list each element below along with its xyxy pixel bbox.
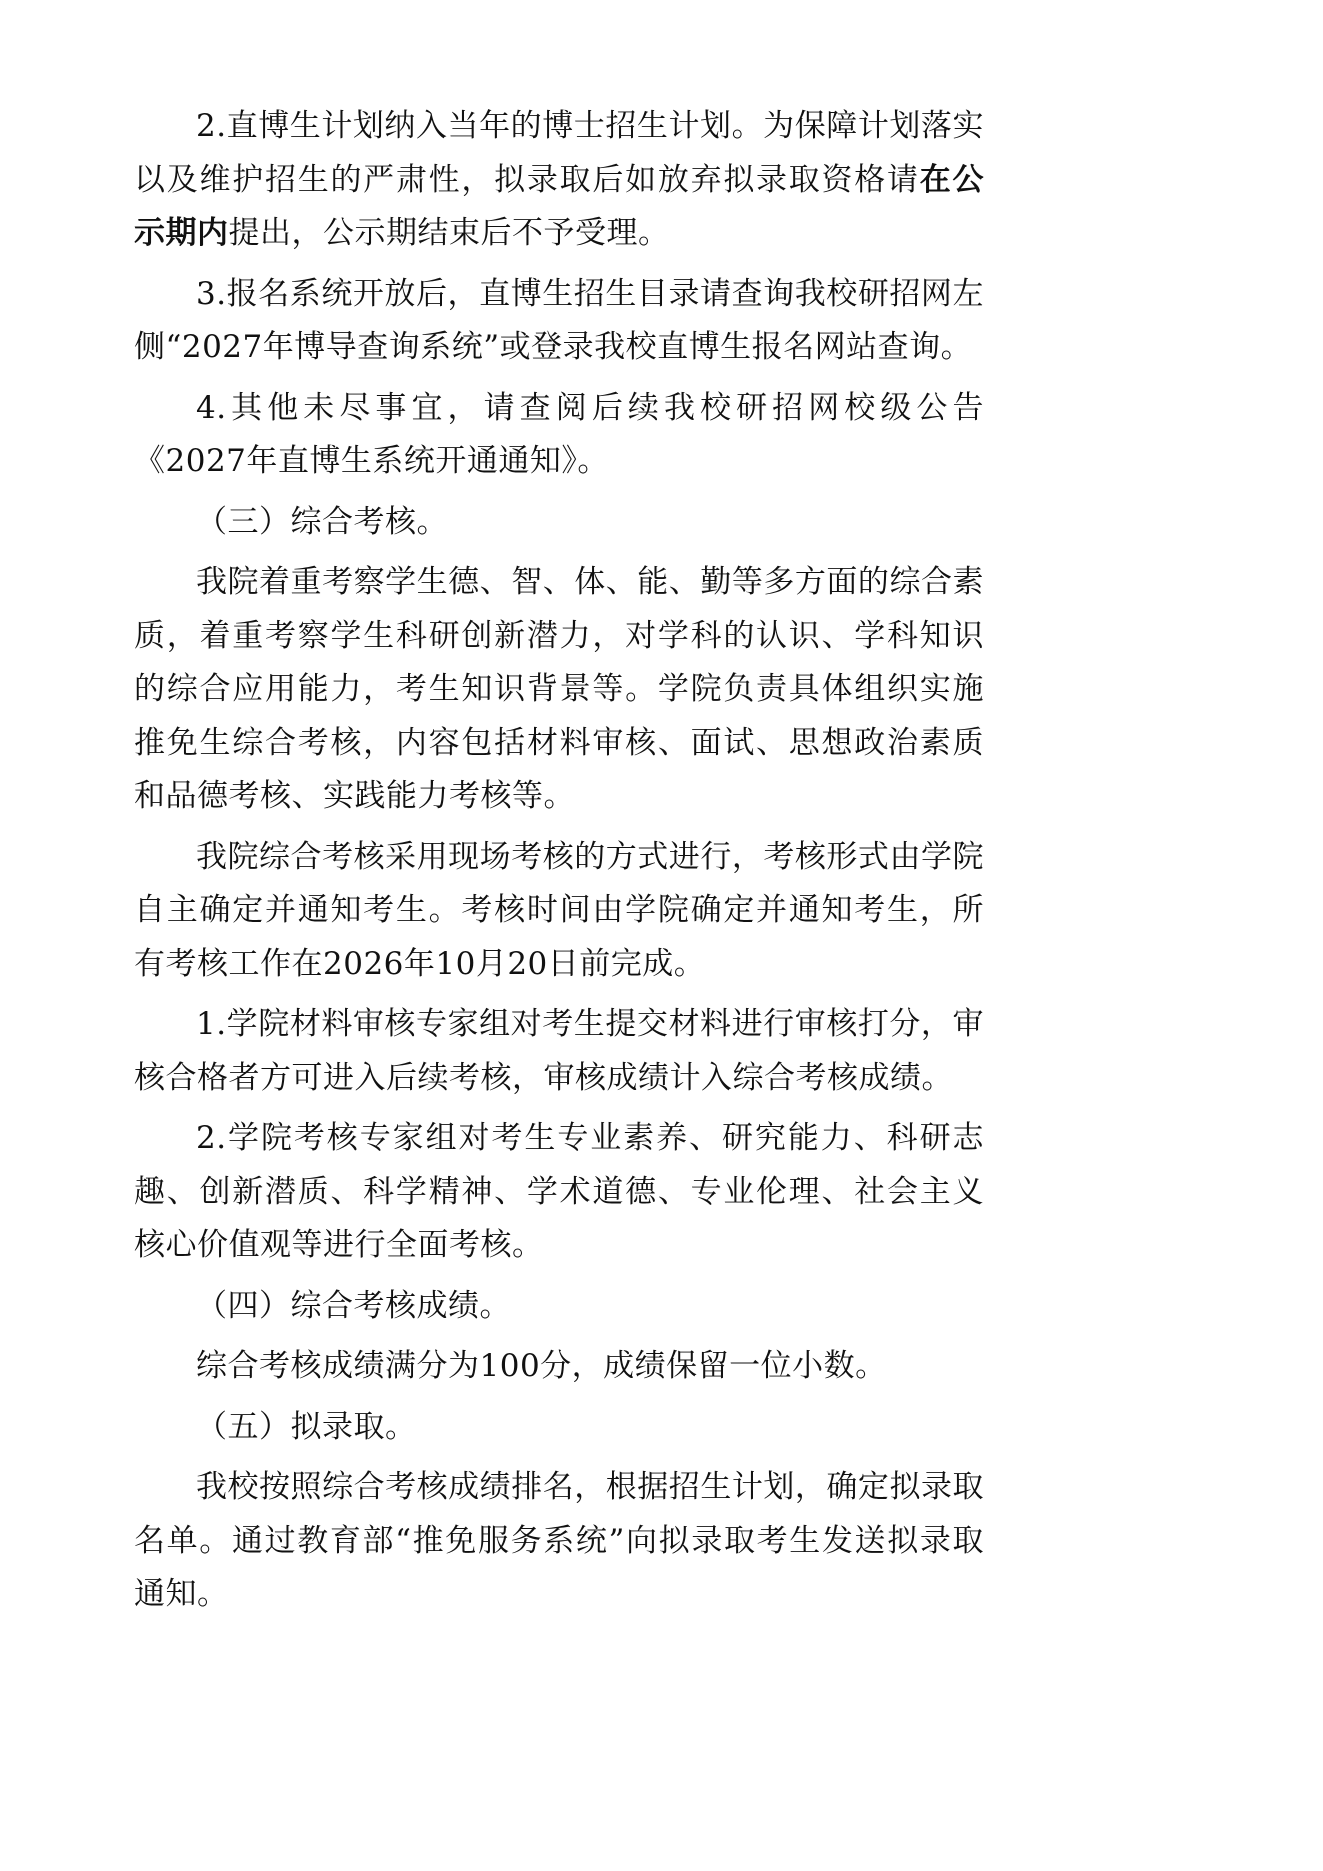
paragraph-text: 我院综合考核采用现场考核的方式进行，考核形式由学院自主确定并通知考生。考核时间由学院确定并通知考生，所有考核工作在2026年10月20日前完成。: [134, 838, 984, 982]
paragraph-assessment-focus: [134, 556, 984, 824]
heading-text: （四）综合考核成绩。: [196, 1287, 511, 1324]
paragraph-text: 提出，公示期结束后不予受理。: [228, 215, 670, 251]
heading-text: （三）综合考核。: [196, 503, 448, 540]
paragraph-admission-notice: [134, 1461, 984, 1622]
paragraph-assessment-method: [134, 831, 984, 992]
paragraph-text: 我院着重考察学生德、智、体、能、勤等多方面的综合素质，着重考察学生科研创新潜力，对学科的认识、学科知识的综合应用能力，考生知识背景等。学院负责具体组织实施推免生综合考核，内容包括材料审核、面试、思想政治素质和品德考核、实践能力考核等。: [134, 564, 984, 814]
paragraph-expert-assessment: [134, 1112, 984, 1273]
paragraph-text: 3.报名系统开放后，直博生招生目录请查询我校研招网左侧“2027年博导查询系统”或登录我校直博生报名网站查询。: [134, 275, 984, 365]
paragraph-text: 我校按照综合考核成绩排名，根据招生计划，确定拟录取名单。通过教育部“推免服务系统”向拟录取考生发送拟录取通知。: [134, 1469, 984, 1612]
paragraph-text: 4.其他未尽事宜，请查阅后续我校研招网校级公告《2027年直博生系统开通通知》。: [134, 389, 984, 479]
emphasis-text: 在公示期内: [134, 161, 985, 251]
section-heading-proposed-admission: [134, 1401, 984, 1455]
heading-text: （五）拟录取。: [196, 1408, 417, 1445]
paragraph-text: 综合考核成绩满分为100分，成绩保留一位小数。: [196, 1348, 887, 1384]
paragraph-material-review: [134, 998, 984, 1105]
paragraph-text: 2.直博生计划纳入当年的博士招生计划。为保障计划落实以及维护招生的严肃性，拟录取后如放弃拟录取资格请: [134, 108, 984, 198]
paragraph-direct-phd-plan: [134, 100, 984, 261]
section-heading-assessment-score: [134, 1280, 984, 1334]
paragraph-other-matters: [134, 382, 984, 489]
paragraph-score-rules: [134, 1340, 984, 1394]
paragraph-text: 1.学院材料审核专家组对考生提交材料进行审核打分，审核合格者方可进入后续考核，审核成绩计入综合考核成绩。: [134, 1006, 984, 1096]
paragraph-enrollment-catalog: [134, 268, 984, 375]
document-body: [134, 100, 984, 1629]
paragraph-text: 2.学院考核专家组对考生专业素养、研究能力、科研志趣、创新潜质、科学精神、学术道德、专业伦理、社会主义核心价值观等进行全面考核。: [134, 1120, 984, 1263]
section-heading-comprehensive-assessment: [134, 496, 984, 550]
